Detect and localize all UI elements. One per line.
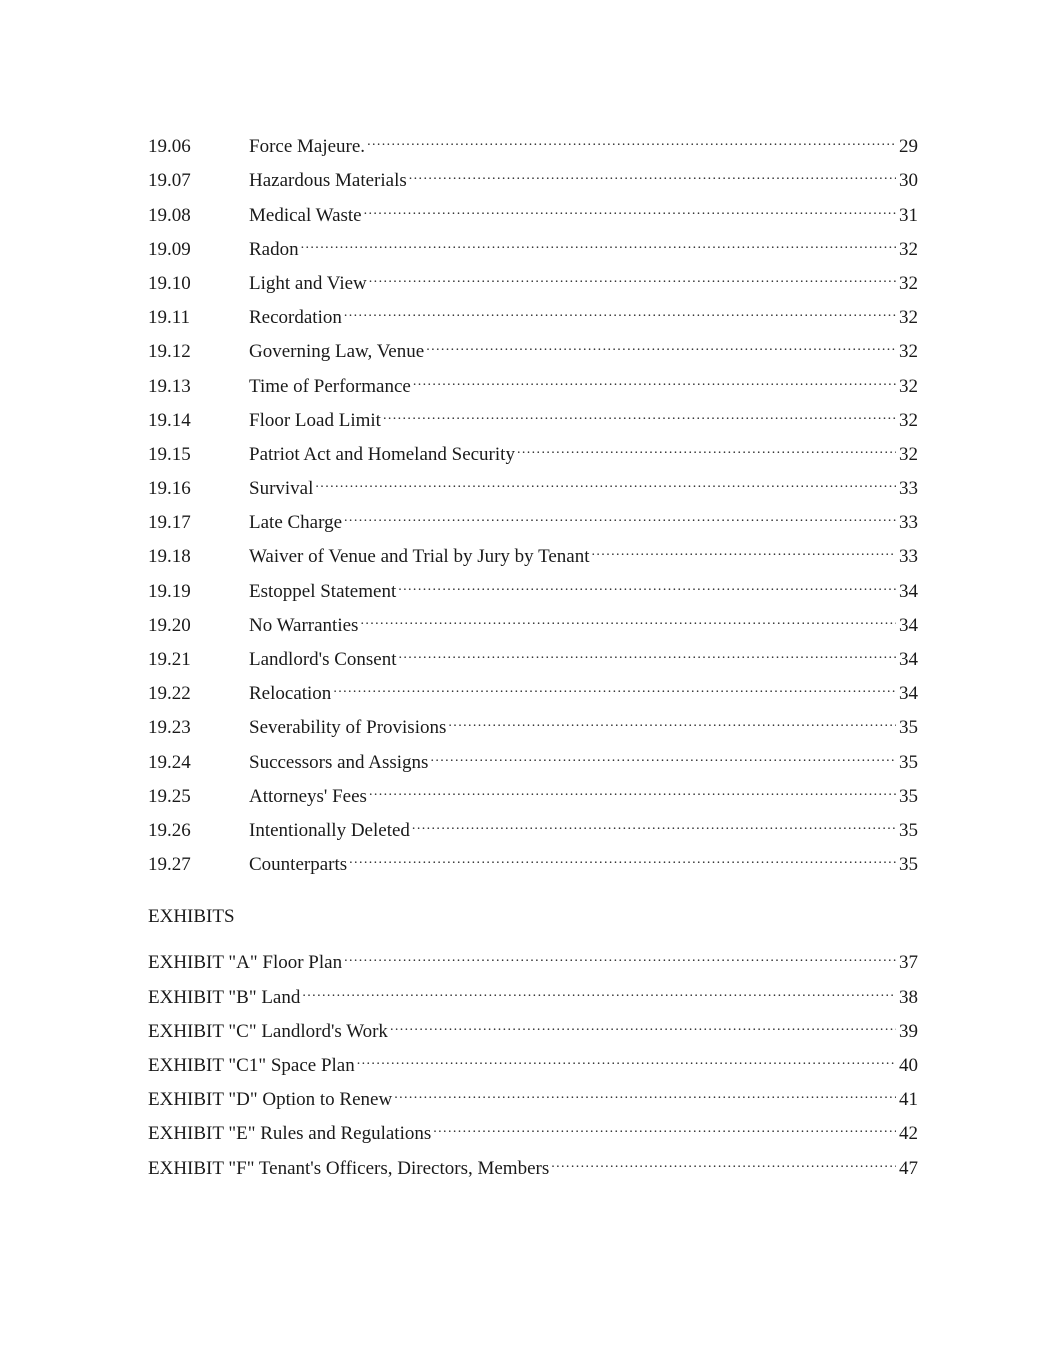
toc-entry[interactable] (148, 323, 918, 363)
dot-leader (301, 221, 896, 255)
dot-leader (390, 1003, 896, 1037)
toc-entry[interactable] (148, 392, 918, 431)
toc-section-title: Floor Load Limit (249, 409, 381, 431)
dot-leader (398, 562, 896, 596)
dot-leader (413, 357, 896, 391)
toc-section-number: 19.06 (148, 136, 191, 158)
dot-leader (344, 289, 896, 323)
exhibit-page-number: 41 (899, 1089, 918, 1111)
toc-page-number: 35 (899, 819, 918, 841)
toc-entry[interactable] (148, 631, 918, 670)
toc-section-title: Recordation (249, 307, 342, 329)
exhibit-title: EXHIBIT "D" Option to Renew (148, 1089, 393, 1111)
dot-leader (344, 934, 896, 968)
toc-section-title: Governing Law, Venue (249, 341, 425, 363)
toc-page-number: 33 (899, 546, 918, 568)
toc-page-number: 30 (899, 170, 918, 192)
toc-section-number: 19.13 (148, 375, 191, 397)
toc-section-title: Intentionally Deleted (249, 819, 410, 841)
toc-section-number: 19.27 (148, 854, 191, 876)
dot-leader (409, 152, 896, 186)
toc-entry[interactable] (148, 460, 918, 500)
toc-entry[interactable] (148, 562, 918, 602)
dot-leader (315, 460, 896, 494)
exhibit-title: EXHIBIT "F" Tenant's Officers, Directors, Members (148, 1157, 550, 1179)
toc-page-number: 33 (899, 512, 918, 534)
toc-section-number: 19.08 (148, 204, 191, 226)
toc-section-title: Patriot Act and Homeland Security (249, 443, 515, 465)
toc-page-number: 32 (899, 375, 918, 397)
toc-section-title: Light and View (249, 272, 367, 294)
toc-entry[interactable] (148, 597, 918, 636)
toc-section-number: 19.20 (148, 614, 191, 636)
toc-entry[interactable] (148, 426, 918, 465)
toc-section-number: 19.12 (148, 341, 191, 363)
toc-section-number: 19.25 (148, 785, 191, 807)
toc-section-number: 19.21 (148, 649, 191, 670)
dot-leader (394, 1071, 896, 1105)
exhibit-title: EXHIBIT "E" Rules and Regulations (148, 1123, 432, 1145)
dot-leader (349, 836, 896, 870)
exhibit-page-number: 47 (899, 1157, 918, 1179)
exhibit-title: EXHIBIT "C1" Space Plan (148, 1054, 355, 1076)
exhibit-page-number: 39 (899, 1020, 918, 1042)
exhibit-entry[interactable] (148, 934, 918, 974)
toc-entry[interactable] (148, 494, 918, 534)
toc-section-number: 19.24 (148, 751, 191, 773)
toc-page-number: 35 (899, 785, 918, 807)
toc-section-title: Waiver of Venue and Trial by Jury by Tenant (249, 546, 590, 568)
toc-entry[interactable] (148, 186, 918, 226)
toc-entry[interactable] (148, 665, 918, 705)
toc-entry[interactable] (148, 152, 918, 192)
exhibit-page-number: 37 (899, 952, 918, 974)
toc-section-number: 19.17 (148, 512, 191, 534)
toc-entry[interactable] (148, 768, 918, 807)
dot-leader (430, 733, 896, 767)
toc-section-title: Landlord's Consent (249, 649, 397, 670)
toc-section-title: No Warranties (249, 614, 359, 636)
toc-section-number: 19.16 (148, 478, 191, 500)
toc-page-number: 31 (899, 204, 918, 226)
exhibit-title: EXHIBIT "A" Floor Plan (148, 952, 343, 974)
toc-section-number: 19.18 (148, 546, 191, 568)
toc-section-number: 19.14 (148, 409, 191, 431)
toc-page-number: 34 (899, 580, 918, 602)
toc-page-number: 29 (899, 136, 918, 158)
dot-leader (448, 699, 896, 733)
toc-entry[interactable] (148, 255, 918, 294)
toc-page-number: 35 (899, 717, 918, 739)
dot-leader (360, 597, 896, 631)
toc-section-title: Survival (249, 478, 314, 500)
dot-leader (344, 494, 896, 528)
dot-leader (517, 426, 896, 460)
dot-leader (357, 1037, 896, 1071)
dot-leader (364, 186, 896, 220)
dot-leader (426, 323, 896, 357)
toc-section-number: 19.19 (148, 580, 191, 602)
toc-page-number: 35 (899, 751, 918, 773)
toc-page-number: 32 (899, 409, 918, 431)
toc-page-number: 34 (899, 683, 918, 705)
dot-leader (302, 968, 896, 1002)
toc-entry[interactable] (148, 289, 918, 329)
toc-page-number: 35 (899, 854, 918, 876)
toc-section-number: 19.07 (148, 170, 191, 192)
toc-entry[interactable] (148, 733, 918, 773)
toc-page-number: 33 (899, 478, 918, 500)
exhibits-heading: EXHIBITS (148, 906, 235, 927)
toc-section-number: 19.15 (148, 443, 191, 465)
exhibit-title: EXHIBIT "B" Land (148, 986, 301, 1008)
toc-page-number: 34 (899, 614, 918, 636)
dot-leader (383, 392, 896, 426)
toc-entry[interactable] (148, 221, 918, 260)
toc-section-title: Relocation (249, 683, 332, 705)
dot-leader (367, 118, 896, 152)
exhibit-title: EXHIBIT "C" Landlord's Work (148, 1020, 388, 1042)
dot-leader (412, 802, 896, 836)
exhibits-section (148, 900, 918, 1179)
toc-section-title: Hazardous Materials (249, 170, 407, 192)
dot-leader (592, 528, 897, 562)
toc-section-title: Radon (249, 238, 299, 260)
toc-entry[interactable] (148, 836, 918, 876)
toc-section-number: 19.11 (148, 307, 191, 329)
toc-entry[interactable] (148, 699, 918, 739)
dot-leader (369, 255, 896, 289)
toc-section-number: 19.22 (148, 683, 191, 705)
toc-page-number: 32 (899, 341, 918, 363)
toc-page-number: 34 (899, 649, 918, 670)
toc-entry[interactable] (148, 802, 918, 841)
toc-section-number: 19.23 (148, 717, 191, 739)
toc-section-title: Medical Waste (249, 204, 362, 226)
table-of-contents (148, 118, 918, 876)
toc-entry[interactable] (148, 528, 918, 568)
dot-leader (551, 1139, 896, 1173)
toc-section-number: 19.09 (148, 238, 191, 260)
toc-section-title: Estoppel Statement (249, 580, 397, 602)
toc-section-title: Attorneys' Fees (249, 785, 367, 807)
dot-leader (399, 631, 897, 665)
toc-entry[interactable] (148, 118, 918, 158)
toc-section-title: Time of Performance (249, 375, 411, 397)
toc-section-title: Late Charge (249, 512, 343, 534)
exhibit-page-number: 38 (899, 986, 918, 1008)
dot-leader (333, 665, 896, 699)
toc-section-title: Severability of Provisions (249, 717, 447, 739)
toc-section-number: 19.26 (148, 819, 191, 841)
toc-page-number: 32 (899, 443, 918, 465)
toc-page-number: 32 (899, 307, 918, 329)
toc-section-title: Successors and Assigns (249, 751, 429, 773)
dot-leader (369, 768, 896, 802)
toc-section-number: 19.10 (148, 272, 191, 294)
exhibit-page-number: 40 (899, 1054, 918, 1076)
dot-leader (433, 1105, 896, 1139)
toc-section-title: Counterparts (249, 854, 348, 876)
toc-page-number: 32 (899, 238, 918, 260)
toc-section-title: Force Majeure. (249, 136, 366, 158)
toc-page-number: 32 (899, 272, 918, 294)
toc-entry[interactable] (148, 357, 918, 397)
exhibit-page-number: 42 (899, 1123, 918, 1145)
